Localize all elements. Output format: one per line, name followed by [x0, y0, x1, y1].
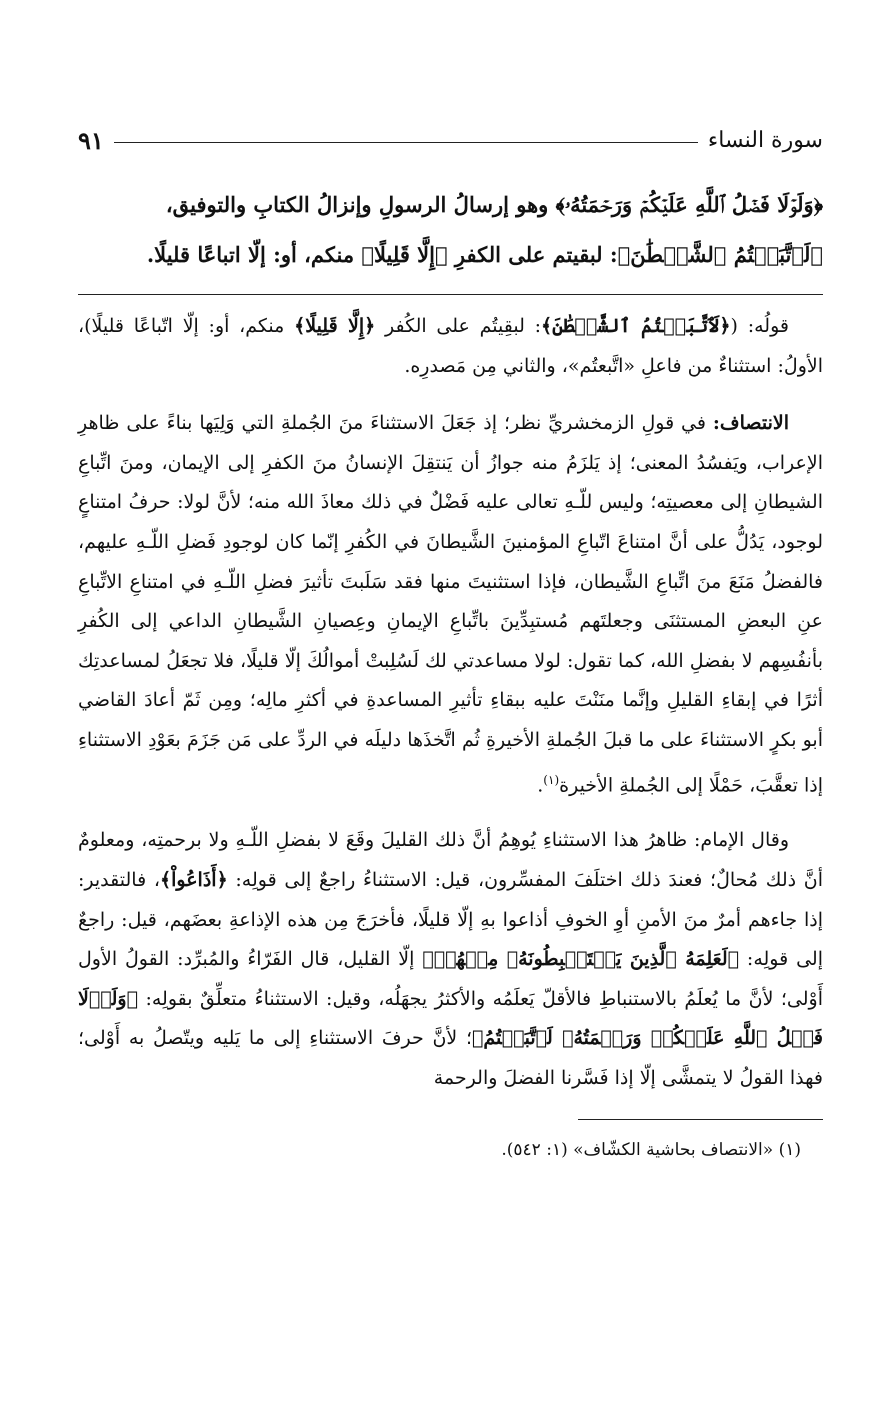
commentary-text: منكم، أو: إلّا اتّباعًا قليلًا)، الأولُ: استثناءٌ من فاعلِ «اتَّبعتُم»، والثاني مِن مَصدرِه.: [78, 315, 823, 377]
commentary-text: قولُه: (: [730, 315, 789, 337]
quran-quote: ﴿وَلَوۡلَا فَضۡلُ ٱللَّهِ عَلَيۡكُمۡ وَرَحۡمَتُهُۥ لَٱتَّبَعۡتُمُ﴾: [78, 987, 824, 1050]
surah-title: سورة النساء: [707, 127, 823, 153]
quran-quote: ﴿لَعَلِمَهُ ٱلَّذِينَ يَسۡتَنۢبِطُونَهُۥ مِنۡهُمۡ﴾: [422, 948, 740, 971]
footnote-ref[interactable]: (١): [543, 772, 560, 787]
quran-quote: ﴿أَذَاعُواْ﴾: [159, 869, 228, 892]
commentary-text: وقال الإمام: ظاهرُ هذا الاستثناءِ يُوهِمُ أنَّ ذلك القليلَ وقَعَ لا بفضلِ اللّـهِ ولا برحمتِه، ومعلومٌ أنَّ ذلك مُحالٌ؛ فعندَ ذلك اختلَفَ المفسِّرون، قيل: الاستثناءُ راجعٌ إلى قولِه:: [78, 829, 823, 892]
commentary-text: : لبقِيتُم على الكُفر: [375, 315, 542, 337]
commentary-paragraph: [78, 821, 823, 1098]
verse-text: [78, 180, 823, 280]
verse-gloss: منكم، أو: إلّا اتباعًا قليلًا.: [146, 242, 362, 267]
section-divider: [78, 294, 823, 295]
verse-line-1: [78, 180, 823, 230]
verse-gloss: : لبقيتم على الكفرِ: [447, 242, 618, 267]
quran-quote: ﴿لَٱتَّبَعۡتُمُ ٱلشَّيۡطَٰنَ﴾: [541, 315, 731, 337]
commentary-paragraph: [78, 307, 823, 386]
commentary-paragraph: [78, 404, 823, 805]
book-page: [78, 120, 823, 1412]
commentary-text: ، فالتقدير: إذا جاءهم أمرٌ منَ الأمنِ أوِ الخوفِ أذاعوا بهِ إلّا قليلًا، فأخرَجَ مِن هذه الإذاعةِ بعضَهم، قيل: راجعٌ إلى قولِه:: [78, 869, 823, 971]
quran-quote: ﴿وَلَوۡلَا فَضۡلُ ٱللَّهِ عَلَيۡكُمۡ وَرَحۡمَتُهُۥ﴾: [555, 192, 823, 217]
commentary-text: في قولِ الزمخشريِّ نظر؛ إذ جَعَلَ الاستثناءَ منَ الجُملةِ التي وَلِيَها بناءً على ظاهرِ الإعراب، ويَفسُدُ المعنى؛ إذ يَلزَمُ منه جوازُ أن يَنتقِلَ الإنسانُ منَ الكفرِ إلى الإيمان، ومنَ اتِّباعِ الشيطانِ إلى معصيتِه؛ وليس للّـهِ تعالى عليه فَضْلٌ في ذلك معاذَ الله منه؛ لأنَّ لولا: حرفُ امتناعٍ لوجود، يَدُلُّ على أنَّ امتناعَ اتّباعِ المؤمنينَ الشَّيطانَ في الكُفرِ إنّما كان لوجودِ فَضلِ اللّـهِ عليهم، فالفضلُ مَنَعَ منَ اتِّباعِ الشَّيطان، فإذا استثنيتَ منها فقد سَلَبتَ تأثيرَ فضلِ اللّـهِ في امتناعِ الاتِّباعِ عنِ البعضِ المستثنَى وجعلتَهم مُستبِدِّينَ باتِّباعِ الإيمانِ وعِصيانِ الشَّيطانِ الداعي إلى الكُفرِ بأنفُسِهم لا بفضلِ الله، كما تقول: لولا مساعدتي لك لَسُلِبتْ أموالُكَ إلّا قليلًا، فلا تجعَلُ لمساعدتِك أثرًا في إبقاءِ القليلِ وإنَّما منَنْتَ عليه ببقاءِ تأثيرِ المساعدةِ في أكثرِ مالِه؛ ومِن ثَمّ أعادَ القاضي أبو بكرٍ الاستثناءَ على ما قبلَ الجُملةِ الأخيرةِ ثُم اتَّخذَها دليلَه في الردِّ على مَن جَزَمَ بعَوْدِ الاستثناءِ إذا تعقَّبَ، حَمْلًا إلى الجُملةِ الأخيرة: [78, 412, 823, 796]
header-rule: [114, 142, 698, 143]
footnote-rule: [578, 1119, 823, 1120]
page-number: ٩١: [78, 125, 104, 155]
commentary-text: .: [537, 773, 544, 796]
source-label: الانتصاف:: [712, 412, 789, 435]
commentary-text: إلّا القليل، قال الفَرّاءُ والمُبرِّد: القولُ الأول أَوْلى؛ لأنَّ ما يُعلَمُ بالاستنباطِ فالأقلّ يَعلَمُه والأكثرُ يجهَلُه، وقيل: الاستثناءُ متعلِّقٌ بقولِه:: [78, 948, 824, 1010]
quran-quote: ﴿إِلَّا قَلِيلًا﴾: [294, 315, 376, 337]
verse-line-2: [78, 230, 823, 280]
footnote: (١) «الانتصاف بحاشية الكشّاف» (١: ٥٤٢).: [501, 1139, 801, 1160]
running-header: [78, 120, 823, 160]
quran-quote: ﴿إِلَّا قَلِيلًا﴾: [361, 242, 448, 267]
quran-quote: ﴿لَٱتَّبَعۡتُمُ ٱلشَّيۡطَٰنَ﴾: [617, 242, 823, 267]
commentary: [78, 307, 823, 1099]
commentary-text: ؛ لأنَّ حرفَ الاستثناءِ إلى ما يَليه ويتّصلُ به أَوْلى؛ فهذا القولُ لا يتمشَّى إلّا إذا فَسَّرنا الفضلَ والرحمة: [78, 1027, 823, 1090]
verse-gloss: وهو إرسالُ الرسولِ وإنزالُ الكتابِ والتوفيق،: [165, 192, 556, 217]
